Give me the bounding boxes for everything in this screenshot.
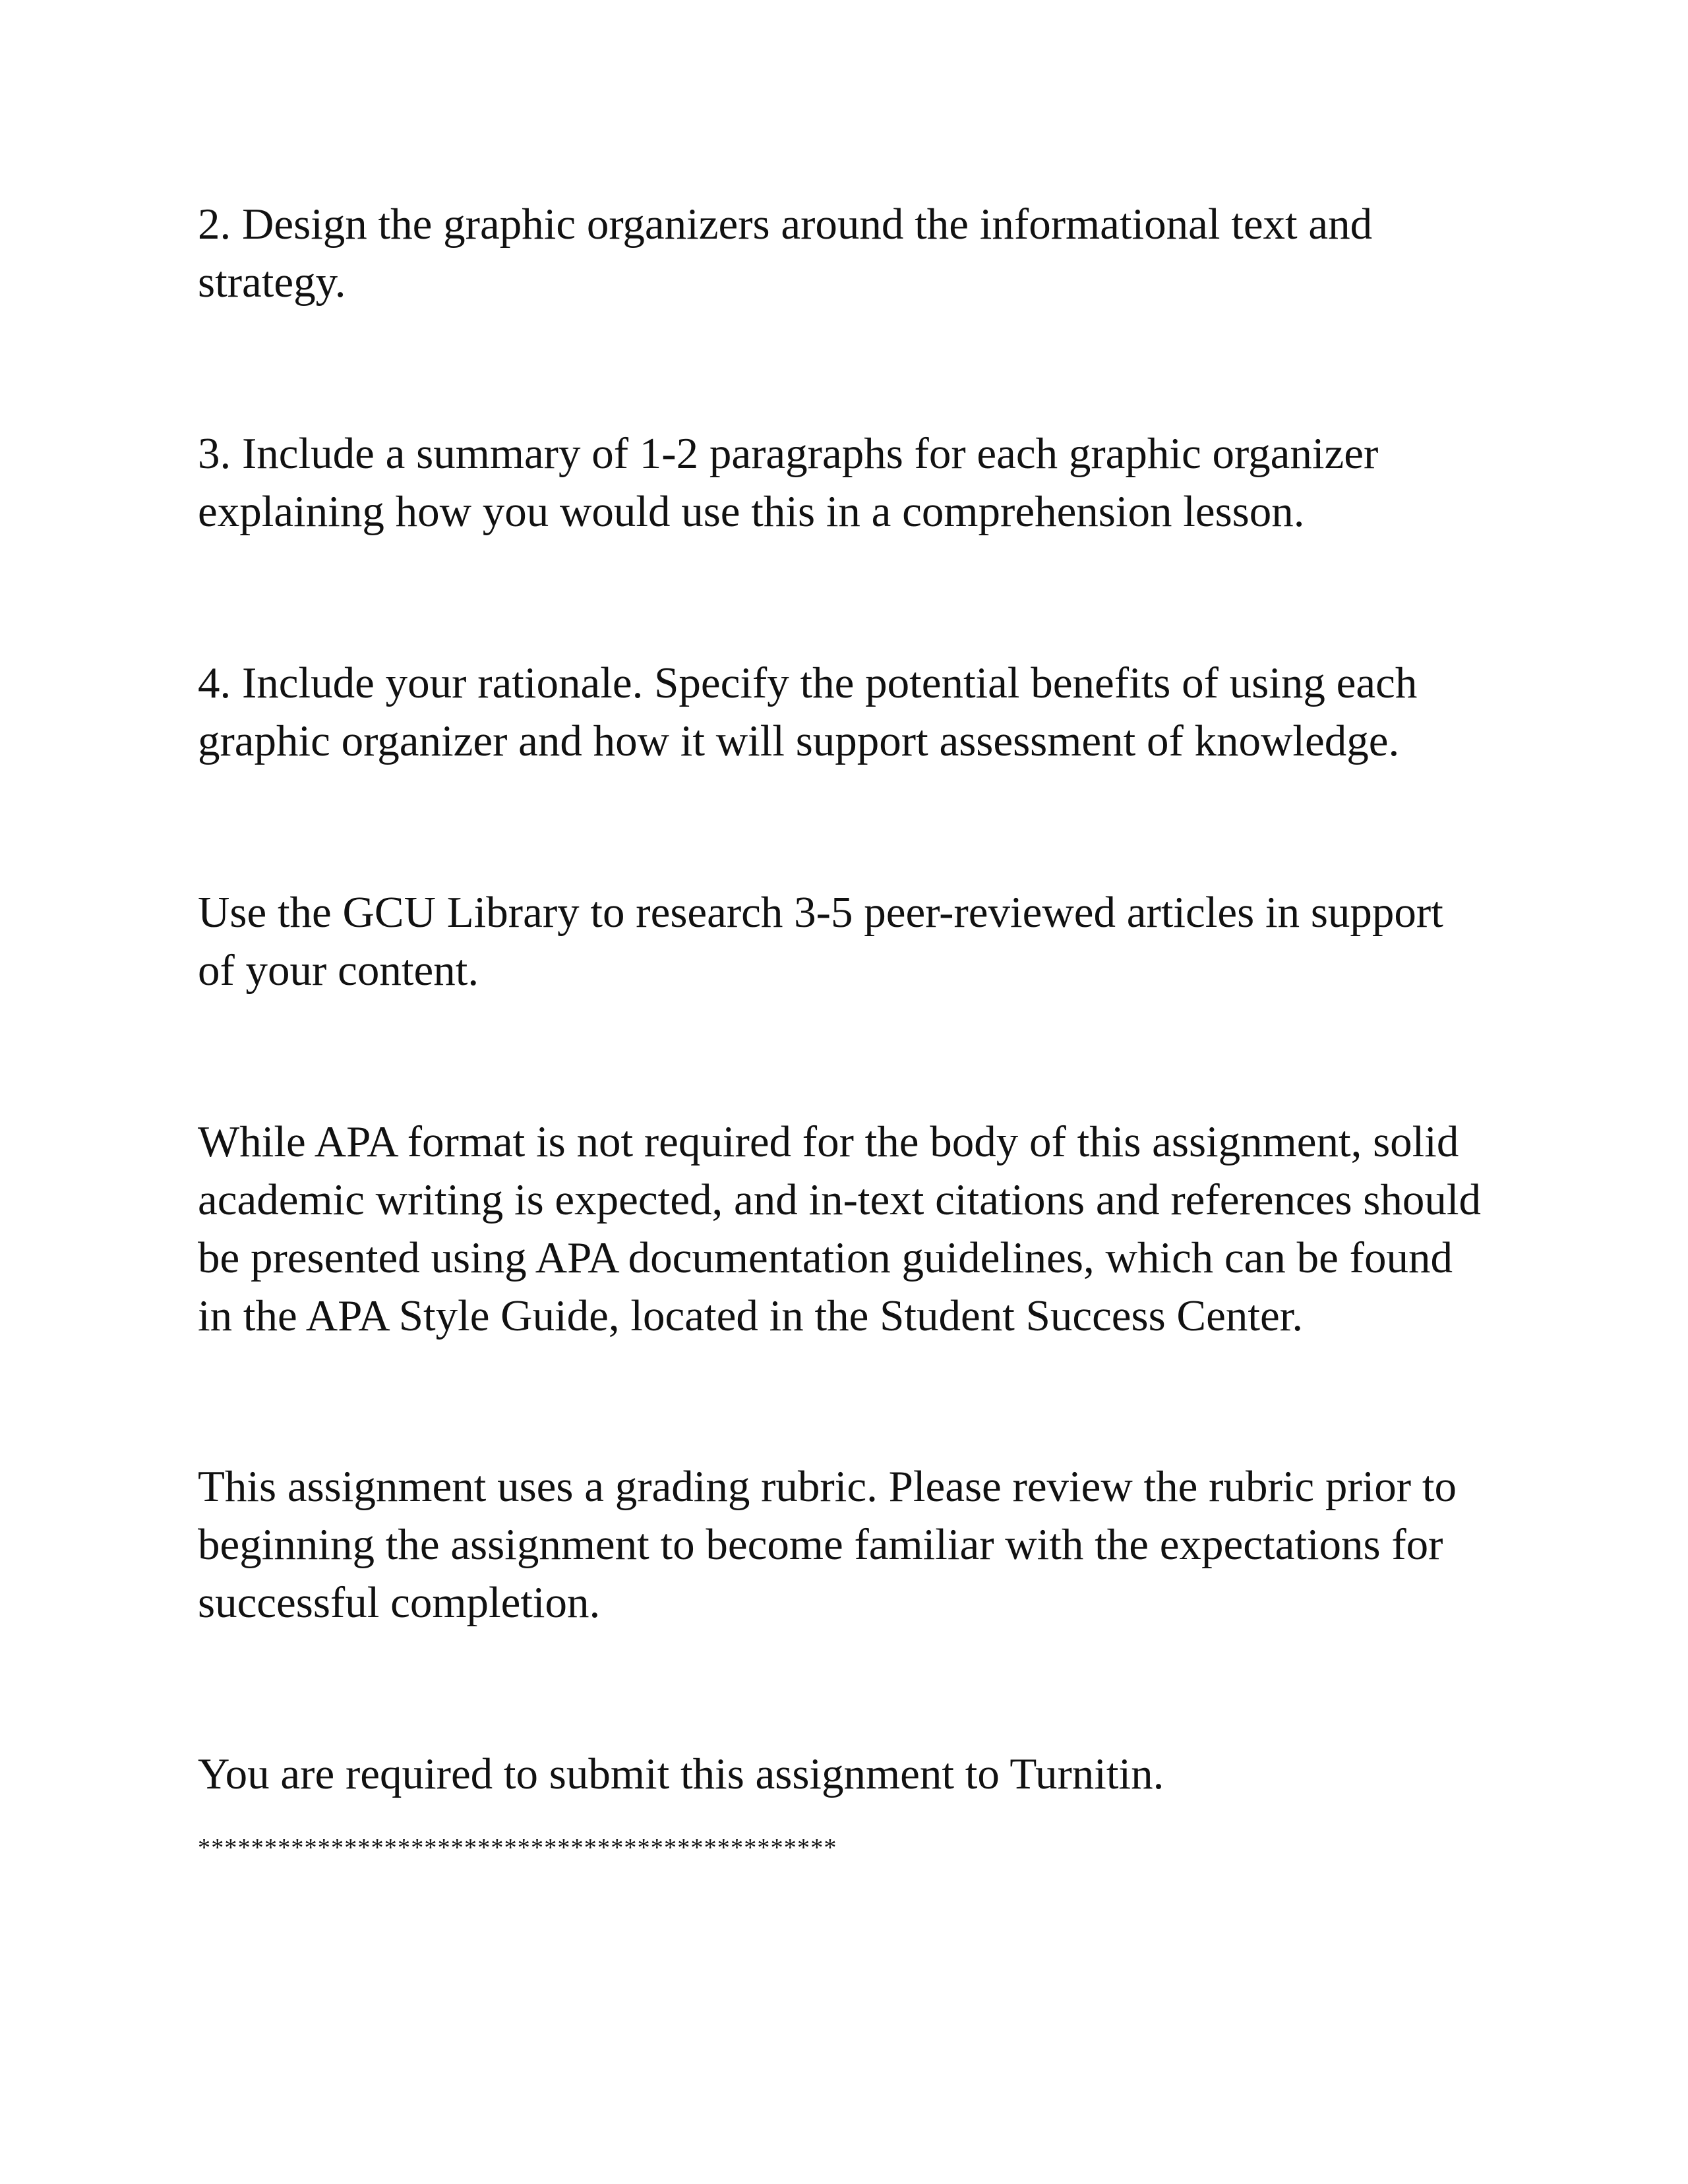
asterisk-separator: ************************************************ (198, 1834, 837, 1862)
library-research-note: Use the GCU Library to research 3-5 peer-reviewed articles in support of your content. (198, 888, 1443, 995)
instruction-step-4: 4. Include your rationale. Specify the potential benefits of using each graphic organizer and how it will support assessment of knowledge. (198, 659, 1418, 765)
rubric-note: This assignment uses a grading rubric. Please review the rubric prior to beginning the assignment to become familiar with the expectations for successful completion. (198, 1462, 1457, 1627)
instruction-step-3: 3. Include a summary of 1-2 paragraphs for each graphic organizer explaining how you would use this in a comprehension lesson. (198, 429, 1379, 536)
instruction-step-2: 2. Design the graphic organizers around the informational text and strategy. (198, 200, 1373, 307)
apa-format-note: While APA format is not required for the body of this assignment, solid academic writing is expected, and in-text citations and references should be presented using APA documentation guidelines, which can be found in the APA Style Guide, located in the Student Success Center. (198, 1117, 1481, 1340)
turnitin-note: You are required to submit this assignment to Turnitin. (198, 1750, 1164, 1798)
